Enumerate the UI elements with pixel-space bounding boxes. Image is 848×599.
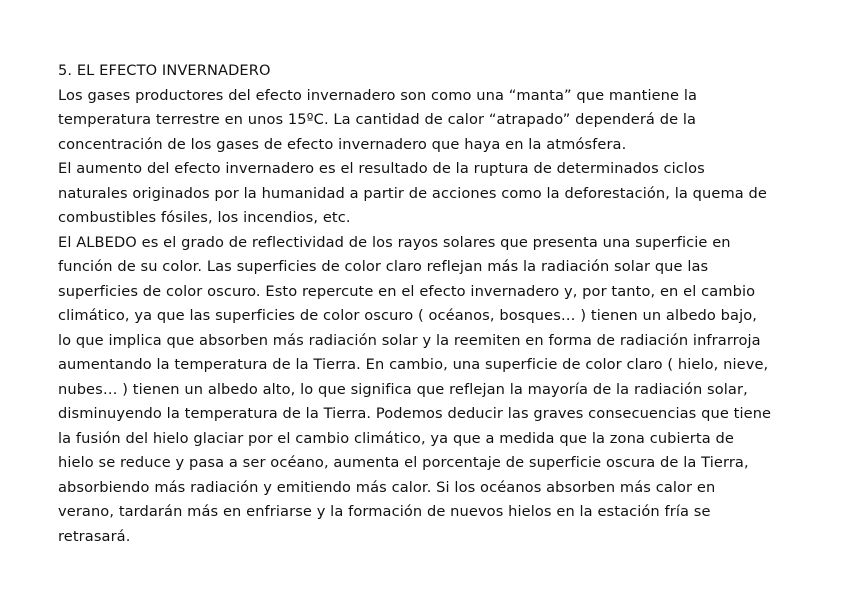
text-line: la fusión del hielo glaciar por el cambio climático, ya que a medida que la zona cubierta de: [58, 429, 734, 447]
text-line: concentración de los gases de efecto invernadero que haya en la atmósfera.: [58, 135, 627, 153]
text-line: climático, ya que las superficies de color oscuro ( océanos, bosques… ) tienen un albedo bajo,: [58, 307, 758, 324]
text-line: verano, tardarán más en enfriarse y la formación de nuevos hielos en la estación fría se: [58, 503, 711, 520]
text-line: El ALBEDO es el grado de reflectividad de los rayos solares que presenta una superficie en: [58, 233, 731, 251]
text-line: El aumento del efecto invernadero es el resultado de la ruptura de determinados ciclos: [58, 160, 705, 177]
text-line: disminuyendo la temperatura de la Tierra. Podemos deducir las graves consecuencias que tiene: [58, 405, 772, 422]
text-line: función de su color. Las superficies de color claro reflejan más la radiación solar que las: [58, 258, 709, 275]
text-line: superficies de color oscuro. Esto repercute en el efecto invernadero y, por tanto, en el cambio: [58, 282, 756, 300]
text-line: absorbiendo más radiación y emitiendo más calor. Si los océanos absorben más calor en: [58, 478, 716, 496]
text-line: lo que implica que absorben más radiación solar y la reemiten en forma de radiación infrarroja: [58, 331, 761, 349]
section-heading: 5. EL EFECTO INVERNADERO: [58, 62, 271, 79]
text-line: nubes… ) tienen un albedo alto, lo que significa que reflejan la mayoría de la radiación solar,: [58, 380, 748, 398]
text-line: aumentando la temperatura de la Tierra. En cambio, una superficie de color claro ( hielo, nieve,: [58, 356, 769, 373]
text-line: combustibles fósiles, los incendios, etc.: [58, 209, 351, 226]
text-line: Los gases productores del efecto invernadero son como una “manta” que mantiene la: [58, 86, 698, 104]
text-line: retrasará.: [58, 527, 131, 545]
text-line: temperatura terrestre en unos 15ºC. La cantidad de calor “atrapado” dependerá de la: [58, 111, 697, 128]
text-line: hielo se reduce y pasa a ser océano, aumenta el porcentaje de superficie oscura de la Tierra,: [58, 454, 749, 471]
text-line: naturales originados por la humanidad a partir de acciones como la deforestación, la quema de: [58, 184, 767, 202]
document-body: [58, 59, 798, 549]
